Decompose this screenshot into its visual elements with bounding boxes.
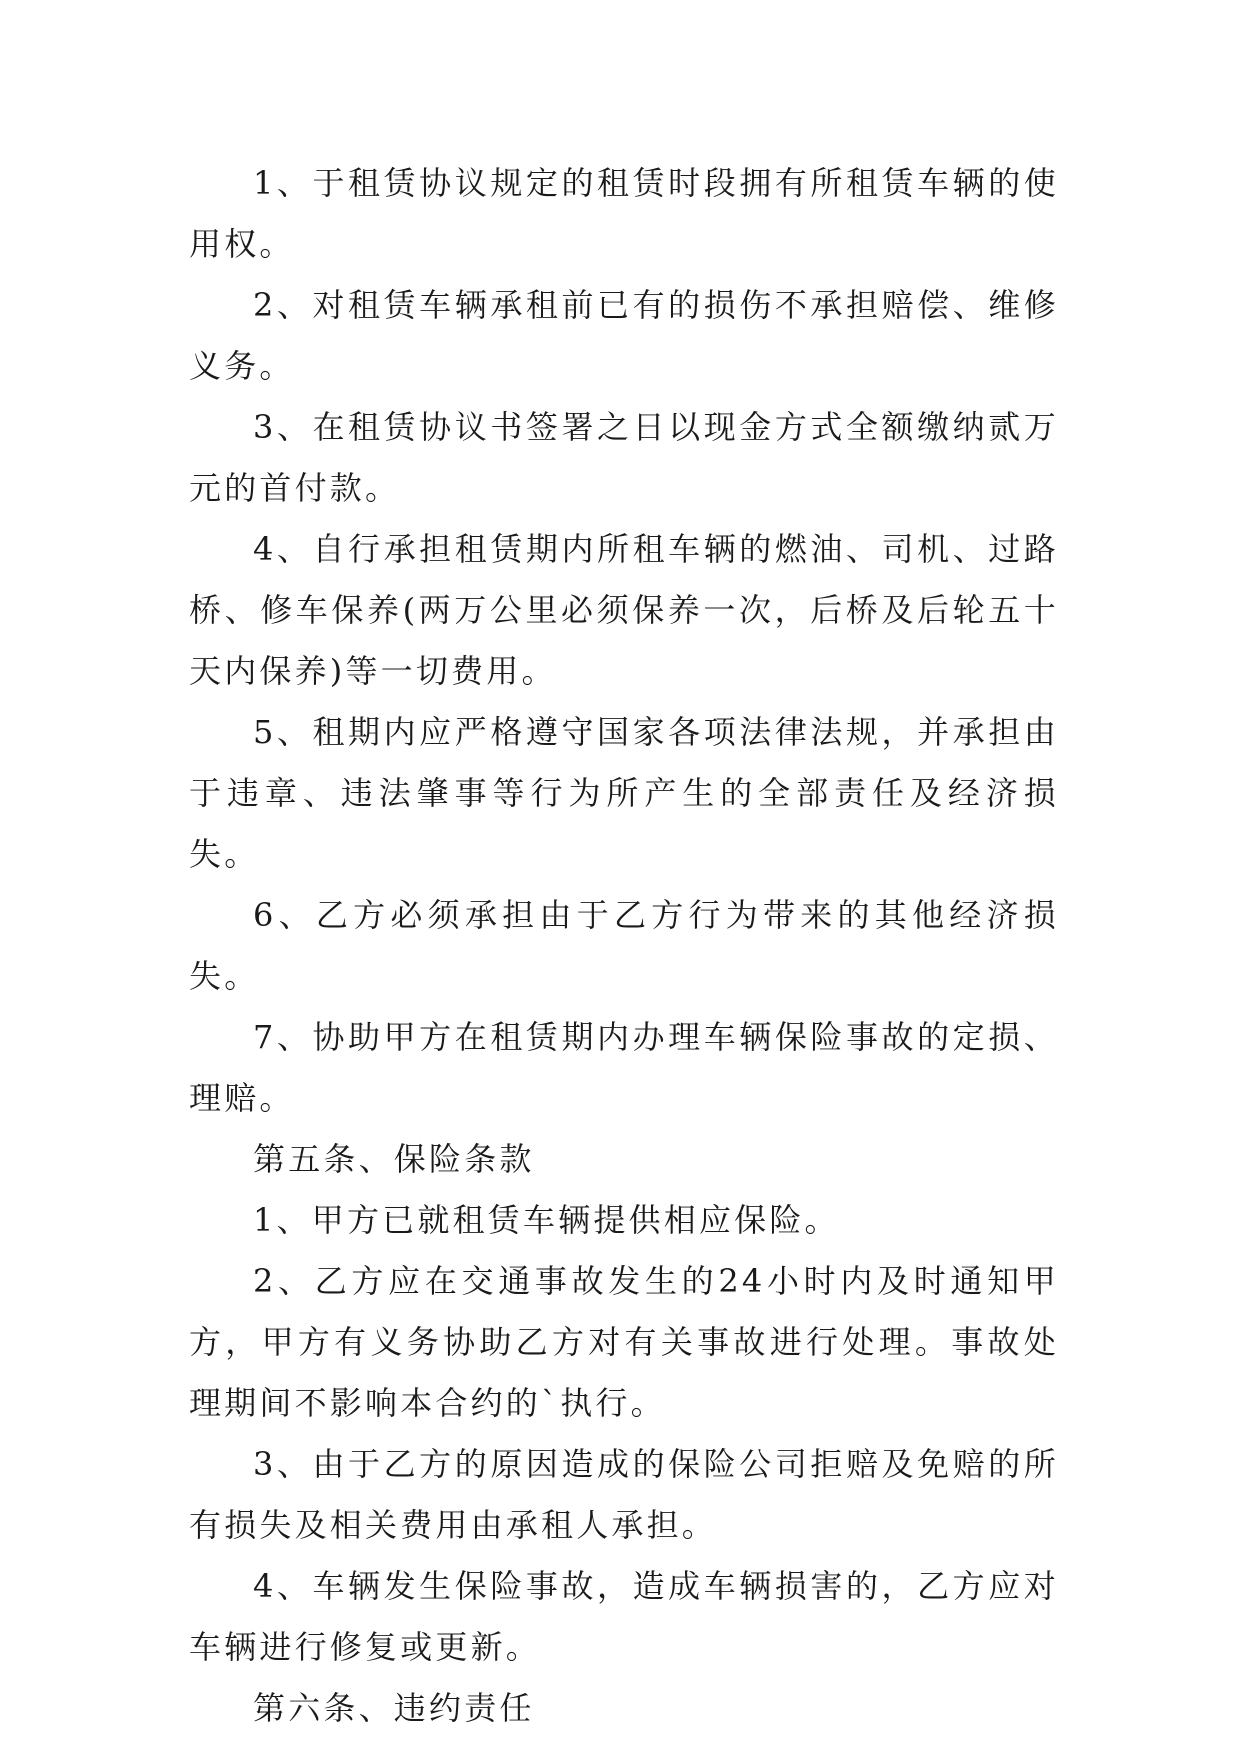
- paragraph-insurance-2: 2、乙方应在交通事故发生的24小时内及时通知甲方，甲方有义务协助乙方对有关事故进行处理。事故处理期间不影响本合约的`执行。: [189, 1262, 1059, 1422]
- paragraph-insurance-4: 4、车辆发生保险事故，造成车辆损害的，乙方应对车辆进行修复或更新。: [189, 1567, 1059, 1666]
- paragraph-right-6: 6、乙方必须承担由于乙方行为带来的其他经济损失。: [189, 896, 1059, 995]
- paragraph-right-7: 7、协助甲方在租赁期内办理车辆保险事故的定损、理赔。: [189, 1018, 1059, 1117]
- paragraph-right-1: 1、于租赁协议规定的租赁时段拥有所租赁车辆的使用权。: [189, 164, 1059, 263]
- paragraph-right-5: 5、租期内应严格遵守国家各项法律法规，并承担由于违章、违法肇事等行为所产生的全部责任及经济损失。: [189, 713, 1059, 873]
- section-heading-insurance: 第五条、保险条款: [253, 1140, 535, 1178]
- section-heading-liability: 第六条、违约责任: [253, 1689, 535, 1727]
- paragraph-right-4: 4、自行承担租赁期内所租车辆的燃油、司机、过路桥、修车保养(两万公里必须保养一次，后桥及后轮五十天内保养)等一切费用。: [189, 530, 1059, 690]
- paragraph-right-2: 2、对租赁车辆承租前已有的损伤不承担赔偿、维修义务。: [189, 286, 1059, 385]
- paragraph-right-3: 3、在租赁协议书签署之日以现金方式全额缴纳贰万元的首付款。: [189, 408, 1059, 507]
- document-body: [189, 153, 1059, 1739]
- paragraph-insurance-3: 3、由于乙方的原因造成的保险公司拒赔及免赔的所有损失及相关费用由承租人承担。: [189, 1445, 1059, 1544]
- paragraph-insurance-1: 1、甲方已就租赁车辆提供相应保险。: [253, 1201, 840, 1239]
